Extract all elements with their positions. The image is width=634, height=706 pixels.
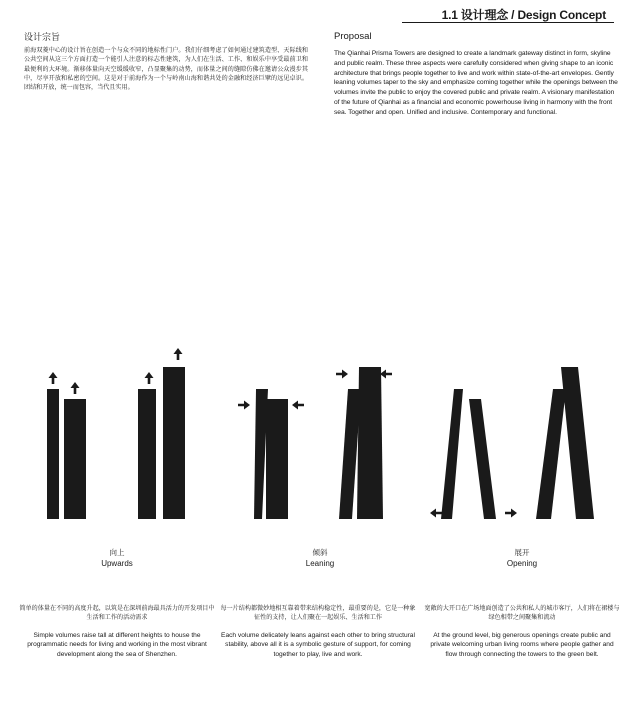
concept-caption-upwards (19, 604, 215, 659)
tower-volume (254, 389, 268, 519)
arrow-up-icon (145, 372, 154, 384)
opening-diagram-2 (536, 367, 594, 519)
arrow-up-icon (174, 348, 183, 360)
arrow-left-icon (380, 370, 392, 379)
zh-section-body: 前海双菱中心的设计旨在创造一个与众不同的地标性门户。我们仔细考虑了如何通过建筑造型、天际线和公共空间从这三个方面打造一个能引人注意的标志性建筑，为人们在生活、工作、和娱乐中享受最前卫和最便利的大环境。渐移体量向天空缓缓收窄，凸显聚集的动势，而体量之间的缝隙仿佛在邀请公众漫步其中，尽享开放和私密的空间。这是对于前海作为一个与岭南山海和谐共处的金融和经济巨擘的远见卓识。团结和开放，统一而包容，当代且实用。 (24, 47, 308, 92)
leaning-diagram-1 (238, 389, 304, 519)
concept-diagrams (0, 340, 634, 530)
arrow-left-icon (430, 509, 442, 518)
tower-volume (138, 389, 156, 519)
tower-volume (469, 399, 496, 519)
concept-caption-en: At the ground level, big generous openings create public and private welcoming urban living rooms where people gather and flow through connecting the towers to the green belt. (430, 632, 614, 658)
upwards-diagram-2 (138, 348, 185, 519)
upwards-diagram-1 (47, 372, 86, 519)
concept-label-zh: 展开 (514, 548, 530, 557)
leaning-diagram-2 (336, 367, 392, 519)
concept-label-upwards (37, 547, 197, 569)
concept-caption-zh: 简单的体量在不同的高度升起，以筑是在深圳前海最具活力的开发项目中生活和工作的活动需求 (19, 605, 215, 621)
arrow-right-icon (238, 401, 250, 410)
tower-volume (561, 367, 594, 519)
tower-volume (163, 367, 185, 519)
tower-volume (357, 367, 383, 519)
zh-section-title: 设计宗旨 (24, 32, 61, 42)
concept-caption-en: Each volume delicately leans against each other to bring structural stability, above all it is a symbolic gesture of support, for coming together to play, live and work. (221, 632, 415, 658)
concept-label-leaning (240, 547, 400, 569)
arrow-up-icon (49, 372, 58, 384)
concept-caption-en: Simple volumes raise tall at different heights to house the programmatic needs for living and working in the most vibrant development along the sea of Shenzhen. (27, 632, 207, 658)
tower-volume (47, 389, 59, 519)
arrow-left-icon (292, 401, 304, 410)
arrow-right-icon (336, 370, 348, 379)
concept-label-zh: 倾斜 (312, 548, 328, 557)
concept-caption-zh: 每一片结构都微妙地相互靠着带来结构稳定性，最重要的是，它是一种象征性的支持，让人们聚在一起娱乐、生活和工作 (220, 605, 416, 621)
concept-label-en: Opening (506, 559, 538, 568)
arrow-up-icon (71, 382, 80, 394)
concept-label-en: Leaning (305, 559, 335, 568)
tower-volume (64, 399, 86, 519)
concept-caption-opening (424, 604, 620, 659)
arrow-right-icon (505, 509, 517, 518)
concept-label-opening (442, 547, 602, 569)
concept-caption-leaning (220, 604, 416, 659)
tower-volume (266, 399, 288, 519)
en-section-body: The Qianhai Prisma Towers are designed to create a landmark gateway distinct in form, skyline and public realm. These three aspects were carefully considered when giving shape to an iconic architecture that brings people together to live and work within state-of-the-art envelopes. Gently leaning volumes taper to the sky and emphasize coming together while the openings between the volumes invite the public to enjoy the covered public and private realm. A visionary manifestation of the future of Qianhai as a financial and economic powerhouse living in harmony with the front sea. Together and open. Unified and inclusive. Contemporary and functional. (334, 50, 618, 116)
en-section-title: Proposal (334, 31, 372, 42)
tower-volume (536, 389, 566, 519)
opening-diagram-1 (430, 389, 517, 519)
concept-caption-zh: 宽敞的大开口在广场地面创造了公共和私人的城市客厅，人们将在裙楼与绿色相带之间聚集和流动 (424, 605, 620, 621)
tower-volume (441, 389, 463, 519)
page-title: 1.1 设计理念 / Design Concept (441, 8, 606, 22)
concept-label-en: Upwards (101, 559, 133, 568)
concept-label-zh: 向上 (109, 548, 125, 557)
